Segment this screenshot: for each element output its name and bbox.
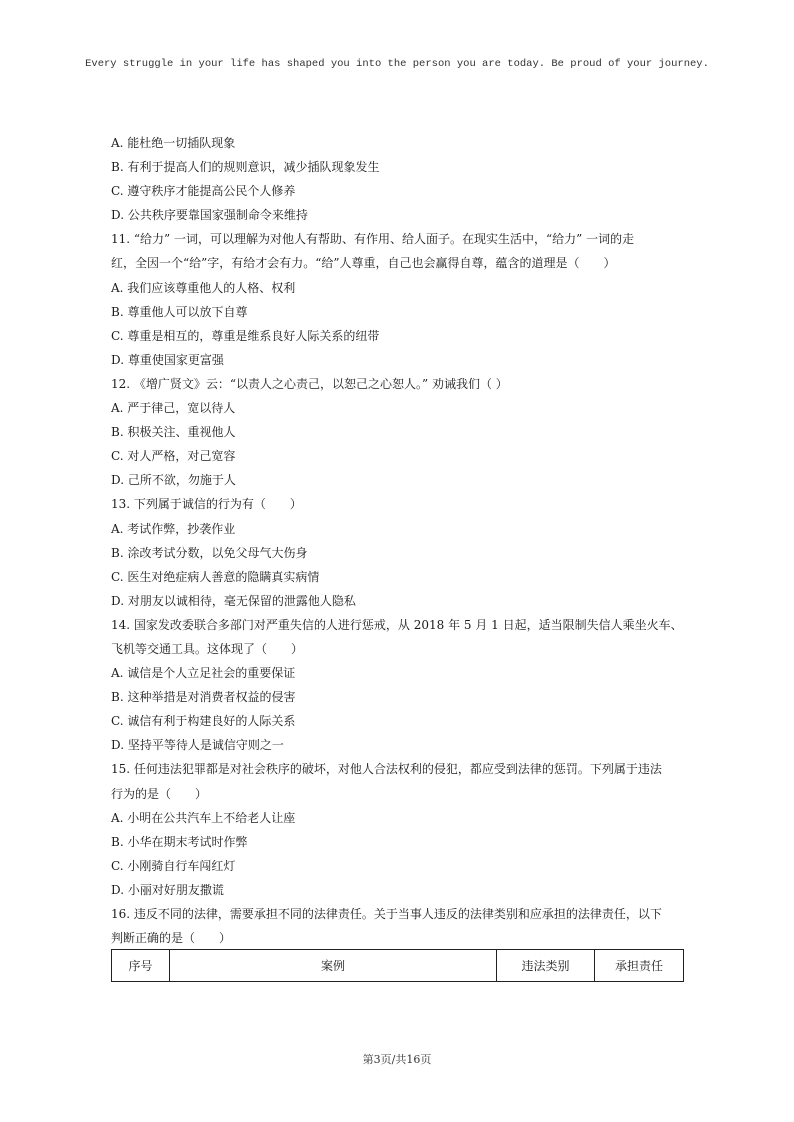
text-line: A. 严于律己，宽以待人: [111, 401, 236, 416]
header-serial: 序号: [112, 950, 170, 982]
text-line: 12. 《增广贤文》云：“以责人之心责己，以恕己之心恕人。” 劝诫我们（ ）: [111, 376, 508, 391]
table-header-row: [112, 950, 684, 982]
text-line: C. 对人严格，对己宽容: [111, 449, 236, 464]
page-header-motto: Every struggle in your life has shaped you into the person you are today. Be proud of your journey.: [85, 58, 709, 70]
text-line: 16. 违反不同的法律，需要承担不同的法律责任。关于当事人违反的法律类别和应承担的法律责任，以下: [111, 907, 662, 921]
text-line: A. 能杜绝一切插队现象: [111, 136, 236, 150]
text-line: 13. 下列属于诚信的行为有（ ）: [111, 497, 302, 512]
text-line: D. 己所不欲，勿施于人: [111, 473, 236, 488]
text-line: A. 我们应该尊重他人的人格、权利: [111, 280, 296, 295]
text-line: C. 遵守秩序才能提高公民个人修养: [111, 184, 296, 199]
page-number: 第3页/共16页: [362, 1053, 432, 1066]
header-violation-type: 违法类别: [497, 950, 595, 982]
text-line: B. 有利于提高人们的规则意识，减少插队现象发生: [111, 160, 380, 175]
text-line: D. 尊重使国家更富强: [111, 352, 224, 367]
text-line: 判断正确的是（ ）: [111, 931, 232, 946]
header-liability: 承担责任: [595, 950, 684, 982]
text-line: B. 尊重他人可以放下自尊: [111, 304, 248, 319]
text-line: 14. 国家发改委联合多部门对严重失信的人进行惩戒，从 2018 年 5 月 1 日起，适当限制失信人乘坐火车、: [111, 617, 683, 632]
text-line: B. 这种举措是对消费者权益的侵害: [111, 690, 296, 705]
answer-table-wrap: [111, 949, 684, 982]
text-line: B. 涂改考试分数，以免父母气大伤身: [111, 545, 308, 560]
text-line: C. 医生对绝症病人善意的隐瞒真实病情: [111, 569, 320, 584]
text-line: C. 诚信有利于构建良好的人际关系: [111, 714, 296, 729]
header-case: 案例: [170, 950, 497, 982]
text-line: 行为的是（ ）: [111, 786, 208, 801]
text-line: 15. 任何违法犯罪都是对社会秩序的破坏，对他人合法权利的侵犯，都应受到法律的惩罚。下列属于违法: [111, 762, 662, 777]
question-content: [111, 131, 691, 950]
text-line: A. 考试作弊，抄袭作业: [111, 521, 236, 536]
text-line: 11. “给力” 一词，可以理解为对他人有帮助、有作用、给人面子。在现实生活中，“给力” 一词的走: [111, 232, 635, 247]
text-line: 飞机等交通工具。这体现了（ ）: [111, 641, 304, 656]
text-line: A. 诚信是个人立足社会的重要保证: [111, 666, 296, 681]
answer-table: [111, 949, 684, 982]
text-line: 红，全因一个“给”字，有给才会有力。“给”人尊重，自己也会赢得自尊，蕴含的道理是（ ）: [111, 256, 616, 271]
text-line: D. 公共秩序要靠国家强制命令来维持: [111, 208, 308, 223]
text-line: A. 小明在公共汽车上不给老人让座: [111, 810, 296, 825]
text-line: C. 尊重是相互的，尊重是维系良好人际关系的纽带: [111, 328, 380, 343]
text-line: B. 小华在期末考试时作弊: [111, 834, 248, 849]
text-line: B. 积极关注、重视他人: [111, 425, 236, 440]
text-line: D. 坚持平等待人是诚信守则之一: [111, 738, 284, 753]
text-line: D. 小丽对好朋友撒谎: [111, 882, 224, 897]
text-line: D. 对朋友以诚相待，毫无保留的泄露他人隐私: [111, 593, 356, 608]
text-line: C. 小刚骑自行车闯红灯: [111, 858, 236, 873]
